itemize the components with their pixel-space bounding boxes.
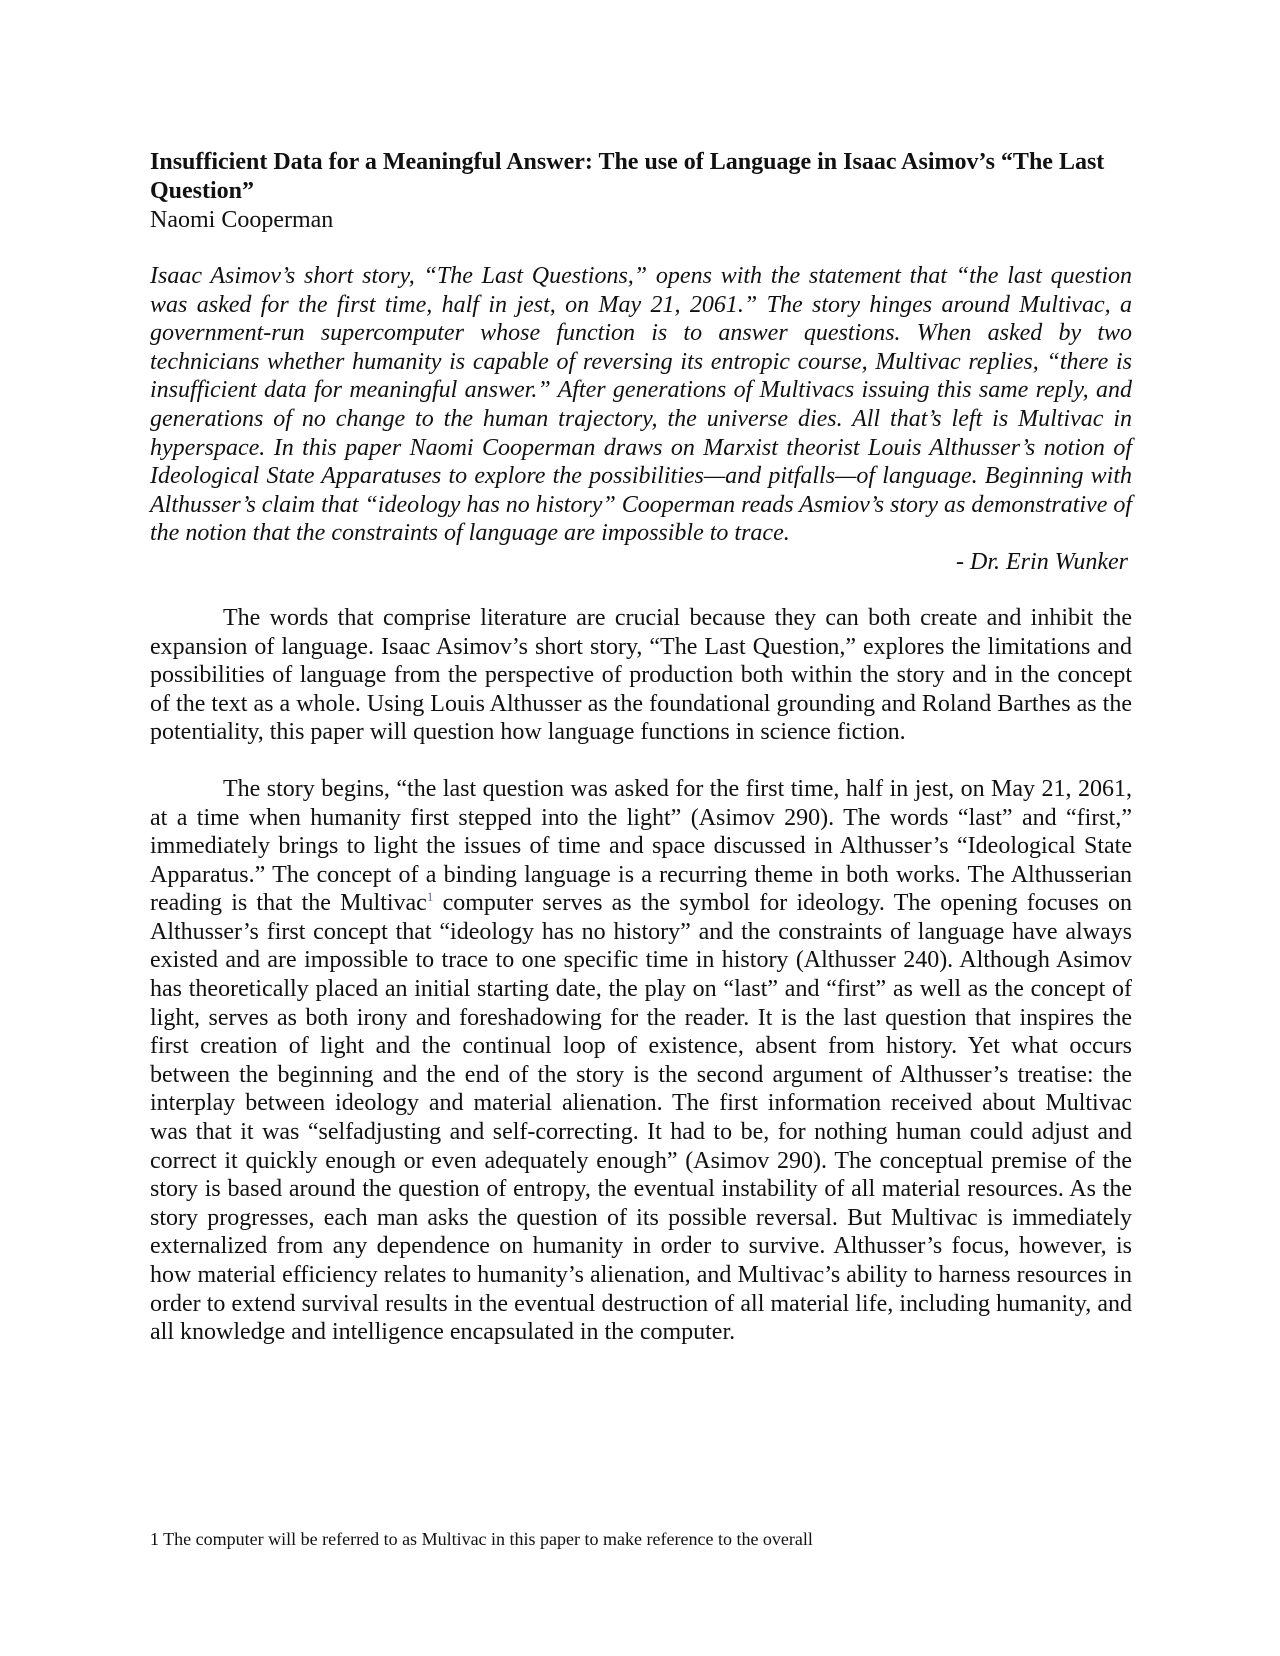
editor-abstract: Isaac Asimov’s short story, “The Last Questions,” opens with the statement that “the last question was asked for the first time, half in jest, on May 21, 2061.” The story hinges around Multivac, a government-run supercomputer whose function is to answer questions. When asked by two technicians whether humanity is capable of reversing its entropic course, Multivac replies, “there is insufficient data for meaningful answer.” After generations of Multivacs issuing this same reply, and generations of no change to the human trajectory, the universe dies. All that’s left is Multivac in hyperspace. In this paper Naomi Cooperman draws on Marxist theorist Louis Althusser’s notion of Ideological State Apparatuses to explore the possibilities—and pitfalls—of language. Beginning with Althusser’s claim that “ideology has no history” Cooperman reads Asmiov’s story as demonstrative of the notion that the constraints of language are impossible to trace.: [150, 263, 1133, 547]
author-name: Naomi Cooperman: [150, 207, 334, 233]
paragraph-2-text-after-note: computer serves as the symbol for ideology. The opening focuses on Althusser’s first concept that “ideology has no history” and the constraints of language have always existed and are impossible to trace to one specific time in history (Althusser 240). Although Asimov has theoretically placed an initial starting date, the play on “last” and “first” as well as the concept of light, serves as both irony and foreshadowing for the reader. It is the last question that inspires the first creation of light and the continual loop of existence, absent from history. Yet what occurs between the beginning and the end of the story is the second argument of Althusser’s treatise: the interplay between ideology and material alienation. The first information received about Multivac was that it was “selfadjusting and self-correcting. It had to be, for nothing human could adjust and correct it quickly enough or even adequately enough” (Asimov 290). The conceptual premise of the story is based around the question of entropy, the eventual instability of all material resources. As the story progresses, each man asks the question of its possible reversal. But Multivac is immediately externalized from any dependence on humanity in order to survive. Althusser’s focus, however, is how material efficiency relates to humanity’s alienation, and Multivac’s ability to harness resources in order to extend survival results in the eventual destruction of all material life, including humanity, and all knowledge and intelligence encapsulated in the computer.: [150, 890, 1133, 1346]
body-paragraph-1: The words that comprise literature are crucial because they can both create and inhibit the expansion of language. Isaac Asimov’s short story, “The Last Question,” explores the limitations and possibilities of language from the perspective of production both within the story and in the concept of the text as a whole. Using Louis Althusser as the foundational grounding and Roland Barthes as the potentiality, this paper will question how language functions in science fiction.: [150, 604, 1132, 746]
paragraph-2-text-before-note: The story begins, “the last question was asked for the first time, half in jest, on May 21, 2061, at a time when humanity first stepped into the light” (Asimov 290). The words “last” and “first,” immediately brings to light the issues of time and space discussed in Althusser’s “Ideological State Apparatus.” The concept of a binding language is a recurring theme in both works. The Althusserian reading is that the Multivac: [150, 775, 1132, 917]
paper-page: [150, 148, 1132, 1375]
body-paragraph-2: [150, 775, 1132, 1347]
abstract-signoff: - Dr. Erin Wunker: [956, 548, 1128, 575]
paper-title: Insufficient Data for a Meaningful Answer: The use of Language in Isaac Asimov’s “The Last Question”: [150, 149, 1105, 204]
footnote: 1 The computer will be referred to as Multivac in this paper to make reference to the overall: [150, 1529, 813, 1549]
footnote-reference-marker[interactable]: 1: [426, 889, 434, 905]
